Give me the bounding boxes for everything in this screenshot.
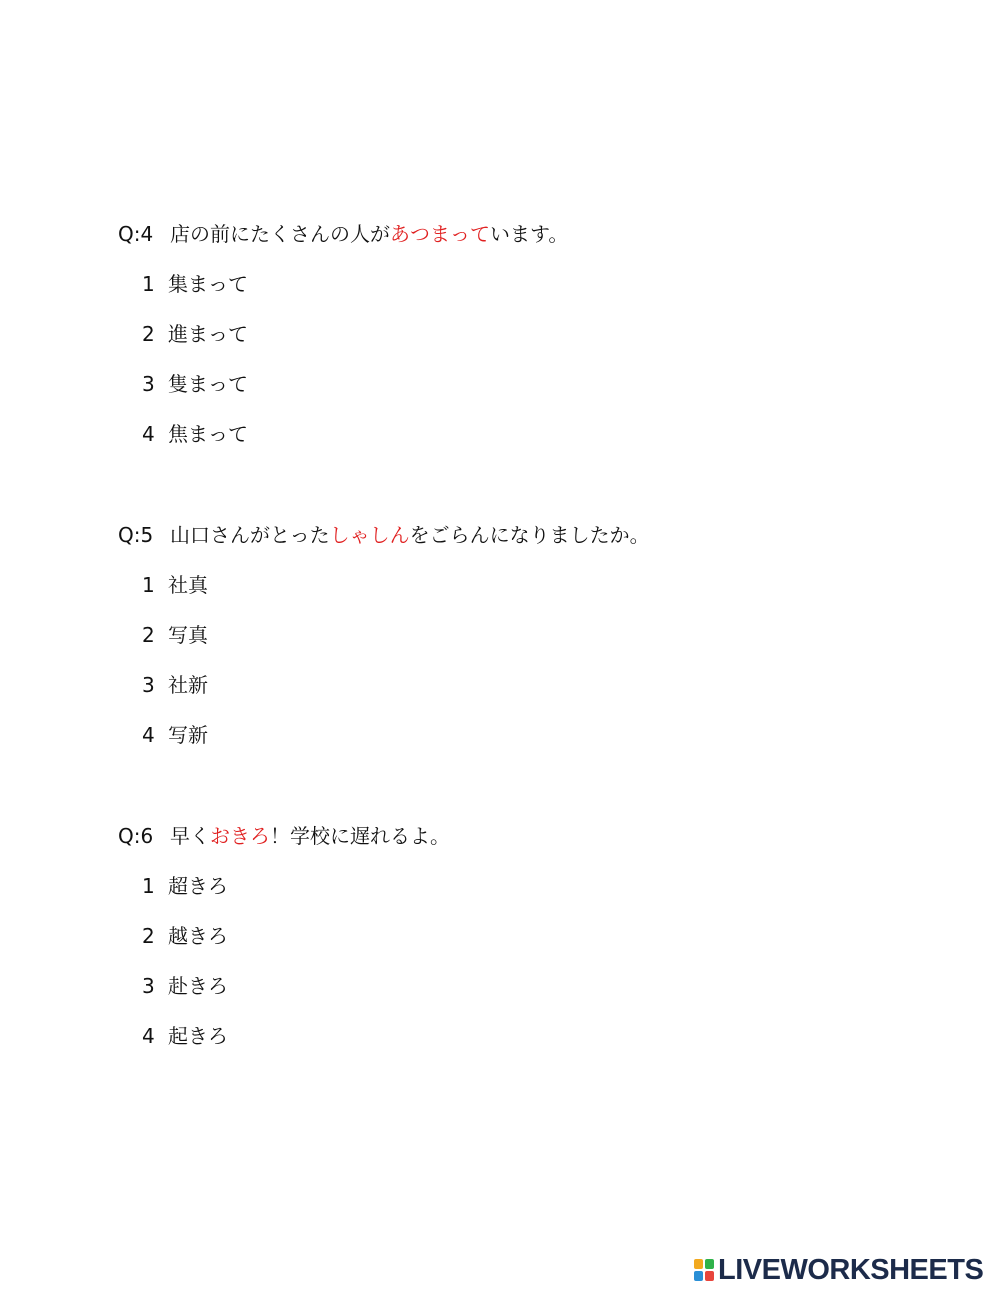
question-5-prompt bbox=[118, 522, 938, 548]
question-number: Q:5 bbox=[118, 523, 154, 547]
logo-mark-square bbox=[694, 1259, 703, 1269]
prompt-text-after: をごらんになりましたか。 bbox=[409, 523, 650, 547]
question-4-options bbox=[118, 271, 938, 447]
liveworksheets-logo[interactable] bbox=[694, 1254, 983, 1286]
option-1[interactable] bbox=[118, 572, 938, 598]
option-text: 写真 bbox=[168, 623, 208, 647]
option-2[interactable] bbox=[118, 923, 938, 949]
option-1[interactable] bbox=[118, 873, 938, 899]
logo-mark-square bbox=[705, 1271, 714, 1281]
option-number: 2 bbox=[142, 924, 155, 948]
logo-mark-icon bbox=[694, 1259, 714, 1281]
question-6-prompt bbox=[118, 823, 938, 849]
question-4 bbox=[118, 221, 938, 471]
logo-mark-square bbox=[705, 1259, 714, 1269]
option-2[interactable] bbox=[118, 622, 938, 648]
option-number: 2 bbox=[142, 623, 155, 647]
prompt-text-before: 山口さんがとった bbox=[170, 523, 330, 547]
question-6 bbox=[118, 823, 938, 1073]
question-4-prompt bbox=[118, 221, 938, 247]
option-number: 4 bbox=[142, 422, 155, 446]
option-text: 隻まって bbox=[168, 372, 248, 396]
option-number: 1 bbox=[142, 874, 155, 898]
option-3[interactable] bbox=[118, 371, 938, 397]
option-text: 越きろ bbox=[168, 924, 228, 948]
logo-text: LIVEWORKSHEETS bbox=[718, 1253, 984, 1286]
option-4[interactable] bbox=[118, 421, 938, 447]
option-number: 3 bbox=[142, 974, 155, 998]
option-3[interactable] bbox=[118, 973, 938, 999]
prompt-text-before: 店の前にたくさんの人が bbox=[170, 222, 390, 246]
question-5 bbox=[118, 522, 938, 772]
option-number: 1 bbox=[142, 573, 155, 597]
option-number: 3 bbox=[142, 673, 155, 697]
option-number: 1 bbox=[142, 272, 155, 296]
prompt-text-before: 早く bbox=[170, 824, 210, 848]
prompt-highlight: おきろ bbox=[210, 824, 270, 848]
option-text: 焦まって bbox=[168, 422, 248, 446]
option-number: 4 bbox=[142, 723, 155, 747]
option-text: 進まって bbox=[168, 322, 248, 346]
option-2[interactable] bbox=[118, 321, 938, 347]
prompt-text-after: ！学校に遅れるよ。 bbox=[270, 824, 450, 848]
prompt-text-after: います。 bbox=[490, 222, 569, 246]
option-1[interactable] bbox=[118, 271, 938, 297]
option-text: 超きろ bbox=[168, 874, 228, 898]
prompt-highlight: あつまって bbox=[390, 222, 490, 246]
option-text: 社新 bbox=[168, 673, 208, 697]
logo-mark-square bbox=[694, 1271, 703, 1281]
option-text: 社真 bbox=[168, 573, 208, 597]
option-4[interactable] bbox=[118, 722, 938, 748]
option-text: 起きろ bbox=[168, 1024, 228, 1048]
prompt-highlight: しゃしん bbox=[329, 523, 410, 547]
option-text: 写新 bbox=[168, 723, 208, 747]
question-6-options bbox=[118, 873, 938, 1049]
option-3[interactable] bbox=[118, 672, 938, 698]
option-number: 3 bbox=[142, 372, 155, 396]
option-text: 集まって bbox=[168, 272, 248, 296]
question-number: Q:4 bbox=[118, 222, 154, 246]
question-number: Q:6 bbox=[118, 824, 154, 848]
option-number: 4 bbox=[142, 1024, 155, 1048]
option-text: 赴きろ bbox=[168, 974, 228, 998]
option-4[interactable] bbox=[118, 1023, 938, 1049]
question-5-options bbox=[118, 572, 938, 748]
option-number: 2 bbox=[142, 322, 155, 346]
